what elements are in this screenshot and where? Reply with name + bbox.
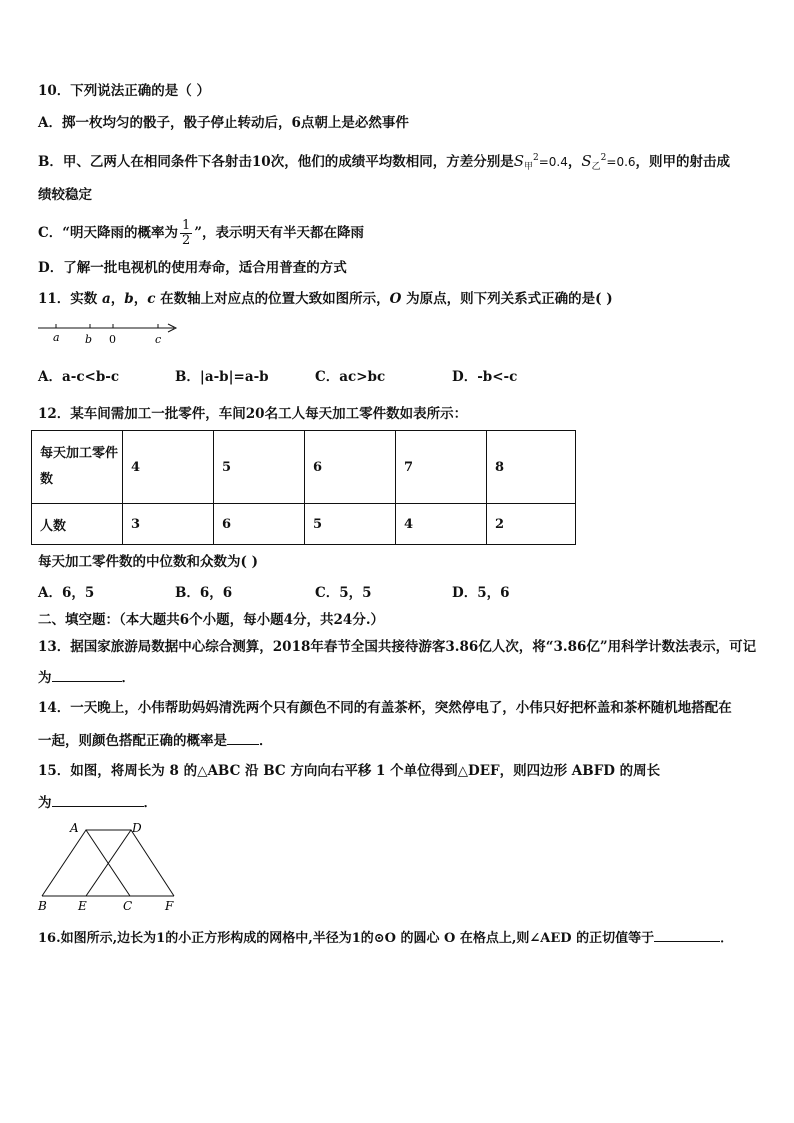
q10-option-d: D．了解一批电视机的使用寿命，适合用普查的方式 — [38, 260, 347, 276]
q12-option-c: C．5，5 — [315, 585, 372, 601]
q11-option-a: A．a-c<b-c — [38, 369, 120, 385]
q11-stem — [38, 290, 613, 308]
table-cell: 2 — [487, 504, 576, 545]
q14-prefix: 一起，则颜色搭配正确的概率是 — [38, 733, 227, 749]
table-cell: 5 — [305, 504, 396, 545]
q11-option-d: D．-b<-c — [452, 369, 518, 385]
var-b: b — [124, 291, 134, 307]
table-cell: 4 — [396, 504, 487, 545]
variance-subscript-yi: 乙 — [591, 162, 601, 172]
table-cell: 5 — [214, 431, 305, 504]
point-label-b: B — [38, 899, 47, 913]
q13-prefix: 为 — [38, 670, 52, 686]
q11-stem-mid: 在数轴上对应点的位置大致如图所示， — [155, 291, 390, 307]
q12-stem: 12．某车间需加工一批零件，车间20名工人每天加工零件数如表所示： — [38, 406, 468, 422]
label-a: a — [53, 331, 60, 344]
q12-option-b: B．6，6 — [175, 585, 233, 601]
fraction-numerator: 1 — [182, 218, 191, 233]
q10-option-c-tail: ”，表示明天有半天都在降雨 — [194, 225, 365, 241]
label-c: c — [155, 333, 162, 346]
variance-square-yi: 2 — [600, 153, 607, 163]
point-label-e: E — [78, 899, 87, 913]
q10-stem: 10．下列说法正确的是（ ） — [38, 83, 210, 99]
q10-option-c — [38, 216, 364, 250]
variance-value-yi: =0.6 — [606, 155, 636, 169]
q12-option-a: A．6，5 — [38, 585, 95, 601]
table-row — [32, 504, 576, 545]
q11-stem-text: 11．实数 — [38, 291, 102, 307]
q15-answer-blank[interactable] — [52, 793, 144, 807]
q16-text: 16.如图所示,边长为1的小正方形构成的网格中,半径为1的⊙O 的圆心 O 在格点上,则∠AED 的正切值等于 — [38, 931, 655, 946]
comma: ， — [567, 154, 582, 170]
table-cell: 8 — [487, 431, 576, 504]
q14-line2 — [38, 731, 273, 750]
q13-line2 — [38, 668, 135, 687]
q15-line1: 15．如图，将周长为 8 的△ABC 沿 BC 方向向右平移 1 个单位得到△DEF，则四边形 ABFD 的周长 — [38, 763, 661, 779]
q10-option-c-text: C．“明天降雨的概率为 — [38, 225, 179, 241]
q12-question: 每天加工零件数的中位数和众数为( ) — [38, 554, 258, 570]
point-label-f: F — [165, 899, 174, 913]
var-a: a — [102, 291, 111, 307]
q11-option-b: B．|a-b|=a-b — [175, 369, 269, 385]
q11-option-c: C．ac>bc — [315, 369, 386, 385]
q14-line1: 14．一天晚上，小伟帮助妈妈清洗两个只有颜色不同的有盖茶杯，突然停电了，小伟只好把杯盖和茶杯随机地搭配在 — [38, 700, 732, 716]
var-c: c — [147, 291, 156, 307]
table-cell: 6 — [214, 504, 305, 545]
table-cell: 3 — [123, 504, 214, 545]
table-header-cell: 人数 — [32, 504, 123, 545]
q15-period: ． — [143, 795, 157, 811]
fraction-denominator: 2 — [182, 233, 191, 248]
table-header-cell: 每天加工零件数 — [32, 431, 123, 504]
q16-line — [38, 928, 733, 948]
q10-option-b-text: B．甲、乙两人在相同条件下各射击10次，他们的成绩平均数相同，方差分别是 — [38, 154, 514, 170]
label-zero: 0 — [109, 333, 116, 346]
q14-answer-blank[interactable] — [227, 731, 259, 745]
q13-line1: 13．据国家旅游局数据中心综合测算，2018年春节全国共接待游客3.86亿人次，将“3.86亿”用科学计数法表示，可记 — [38, 639, 757, 655]
q16-period: ． — [720, 931, 734, 946]
q16-answer-blank[interactable] — [654, 928, 720, 942]
table-cell: 7 — [396, 431, 487, 504]
variance-subscript-jia: 甲 — [523, 162, 533, 172]
variance-symbol: S — [581, 152, 592, 170]
variance-symbol: S — [513, 152, 524, 170]
number-line-figure — [36, 318, 186, 350]
sep: ， — [133, 291, 148, 307]
table-cell: 4 — [123, 431, 214, 504]
triangle-translation-figure — [34, 818, 184, 914]
fraction-one-half — [180, 219, 192, 248]
table-row — [32, 431, 576, 504]
q10-option-b — [38, 149, 730, 176]
variance-value-jia: =0.4 — [538, 155, 568, 169]
q14-period: ． — [259, 733, 273, 749]
sep: ， — [110, 291, 125, 307]
point-label-d: D — [132, 821, 142, 835]
q15-prefix: 为 — [38, 795, 52, 811]
q11-stem-tail: 为原点，则下列关系式正确的是( ) — [401, 291, 613, 307]
section-heading-fill-in: 二、填空题：（本大题共6个小题，每小题4分，共24分.） — [38, 612, 385, 628]
q10-option-b-continued: 绩较稳定 — [38, 187, 92, 203]
point-label-a: A — [70, 821, 79, 835]
q10-option-a: A．掷一枚均匀的骰子，骰子停止转动后，6点朝上是必然事件 — [38, 115, 409, 131]
table-cell: 6 — [305, 431, 396, 504]
variance-square-jia: 2 — [533, 153, 539, 163]
triangle-def — [86, 830, 174, 896]
label-b: b — [85, 333, 93, 346]
q13-answer-blank[interactable] — [52, 668, 122, 682]
var-o: O — [389, 291, 402, 307]
q15-line2 — [38, 793, 157, 812]
q13-period: ． — [121, 670, 135, 686]
q12-option-d: D．5，6 — [452, 585, 510, 601]
q12-table — [31, 430, 576, 545]
triangle-abc — [42, 830, 130, 896]
q10-option-b-tail: ，则甲的射击成 — [635, 154, 731, 170]
point-label-c: C — [123, 899, 133, 913]
